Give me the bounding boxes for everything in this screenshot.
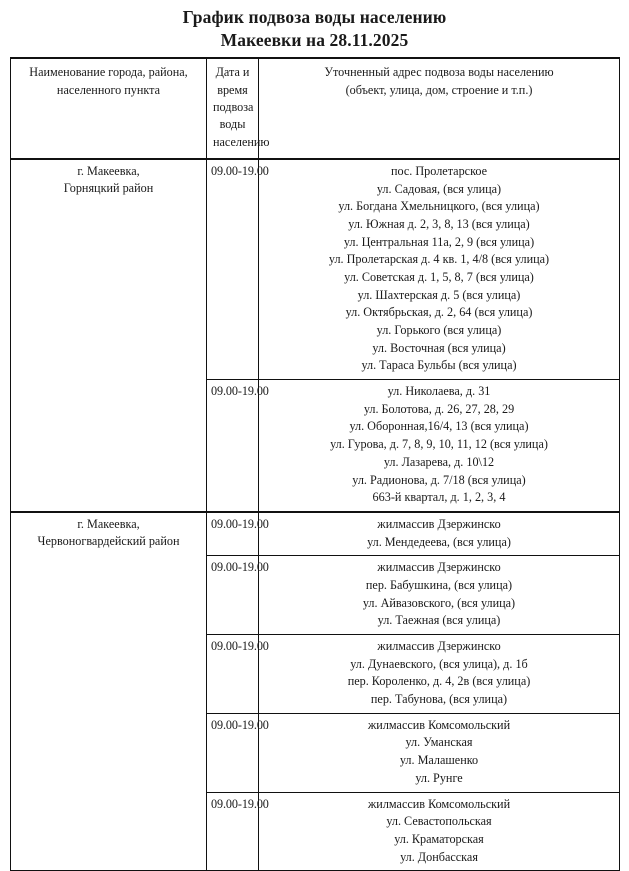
column-header-time-line-1: Дата и время [215, 65, 250, 97]
address-line: пер. Короленко, д. 4, 2в (вся улица) [347, 674, 531, 689]
page-title-line-1: График подвоза воды населению [182, 7, 447, 27]
column-header-address-line-2: (объект, улица, дом, строение и т.п.) [345, 82, 533, 97]
table-header [11, 58, 620, 159]
column-header-time [207, 58, 270, 159]
address-line: ул. Краматорская [394, 831, 484, 846]
address-line: ул. Айвазовского, (вся улица) [362, 595, 516, 610]
district-name-line-1: г. Макеевка, [77, 516, 140, 531]
address-list-cell [259, 792, 620, 871]
address-line: жилмассив Дзержинско [377, 560, 501, 575]
address-line: ул. Уманская [405, 735, 473, 750]
address-line: жилмассив Комсомольский [367, 717, 511, 732]
address-list-cell [259, 512, 620, 556]
address-line: ул. Таежная (вся улица) [377, 613, 501, 628]
table-row [11, 159, 620, 380]
address-line: ул. Гурова, д. 7, 8, 9, 10, 11, 12 (вся улица) [330, 437, 548, 452]
delivery-time-cell: 09.00-19.00 [207, 556, 259, 635]
table-body [11, 159, 620, 871]
page-title [10, 0, 619, 57]
address-line: жилмассив Комсомольский [367, 796, 511, 811]
address-line: жилмассив Дзержинско [377, 639, 501, 654]
column-header-time-line-3: населению [213, 134, 270, 149]
address-line: ул. Шахтерская д. 5 (вся улица) [357, 287, 521, 302]
delivery-time-cell: 09.00-19.00 [207, 380, 259, 512]
column-header-address-line-1: Уточненный адрес подвоза воды населению [324, 65, 554, 80]
district-name-line-1: г. Макеевка, [77, 163, 140, 178]
address-line: ул. Рунге [415, 770, 463, 785]
address-line: ул. Севастопольская [386, 814, 492, 829]
address-line: ул. Дунаевского, (вся улица), д. 1б [350, 656, 528, 671]
column-header-address [259, 58, 620, 159]
address-line: ул. Садовая, (вся улица) [376, 181, 502, 196]
delivery-time-cell: 09.00-19.00 [207, 635, 259, 714]
water-delivery-schedule-table [10, 57, 620, 871]
district-name-line-2: Горняцкий район [63, 180, 154, 195]
address-line: ул. Донбасская [400, 849, 478, 864]
address-line: ул. Радионова, д. 7/18 (вся улица) [352, 472, 526, 487]
address-line: ул. Октябрьская, д. 2, 64 (вся улица) [345, 305, 533, 320]
delivery-time-cell: 09.00-19.00 [207, 512, 259, 556]
district-name-line-2: Червоногвардейский район [37, 533, 180, 548]
delivery-time-cell: 09.00-19.00 [207, 159, 259, 380]
address-line: ул. Николаева, д. 31 [387, 384, 491, 399]
address-line: ул. Восточная (вся улица) [372, 340, 506, 355]
district-name-cell [11, 159, 207, 512]
district-name-cell [11, 512, 207, 871]
table-row [11, 512, 620, 556]
column-header-place-line-1: Наименование города, района, [29, 65, 188, 80]
page-title-line-2: Макеевки на 28.11.2025 [220, 30, 409, 51]
address-list-cell [259, 380, 620, 512]
address-line: ул. Горького (вся улица) [376, 323, 502, 338]
address-line: ул. Болотова, д. 26, 27, 28, 29 [363, 401, 515, 416]
address-line: пер. Табунова, (вся улица) [370, 692, 508, 707]
address-line: пос. Пролетарское [390, 163, 488, 178]
delivery-time-cell: 09.00-19.00 [207, 713, 259, 792]
column-header-place [11, 58, 207, 159]
address-line: ул. Лазарева, д. 10\12 [383, 454, 495, 469]
address-line: ул. Богдана Хмельницкого, (вся улица) [338, 199, 540, 214]
address-list-cell [259, 556, 620, 635]
address-line: ул. Тараса Бульбы (вся улица) [361, 358, 517, 373]
address-line: ул. Южная д. 2, 3, 8, 13 (вся улица) [348, 216, 530, 231]
address-line: ул. Советская д. 1, 5, 8, 7 (вся улица) [344, 269, 534, 284]
column-header-time-line-2: подвоза воды [213, 99, 254, 132]
address-line: ул. Центральная 11а, 2, 9 (вся улица) [343, 234, 535, 249]
address-line: пер. Бабушкина, (вся улица) [365, 577, 513, 592]
column-header-place-line-2: населенного пункта [56, 82, 161, 97]
table-header-row [11, 58, 620, 159]
address-line: ул. Пролетарская д. 4 кв. 1, 4/8 (вся улица) [328, 252, 550, 267]
address-list-cell [259, 713, 620, 792]
address-line: ул. Оборонная,16/4, 13 (вся улица) [349, 419, 529, 434]
delivery-time-cell: 09.00-19.00 [207, 792, 259, 871]
address-list-cell [259, 159, 620, 380]
address-line: жилмассив Дзержинско [377, 516, 501, 531]
address-line: ул. Малашенко [399, 753, 479, 768]
address-line: 663-й квартал, д. 1, 2, 3, 4 [372, 490, 506, 505]
address-list-cell [259, 635, 620, 714]
address-line: ул. Мендедеева, (вся улица) [367, 534, 511, 549]
